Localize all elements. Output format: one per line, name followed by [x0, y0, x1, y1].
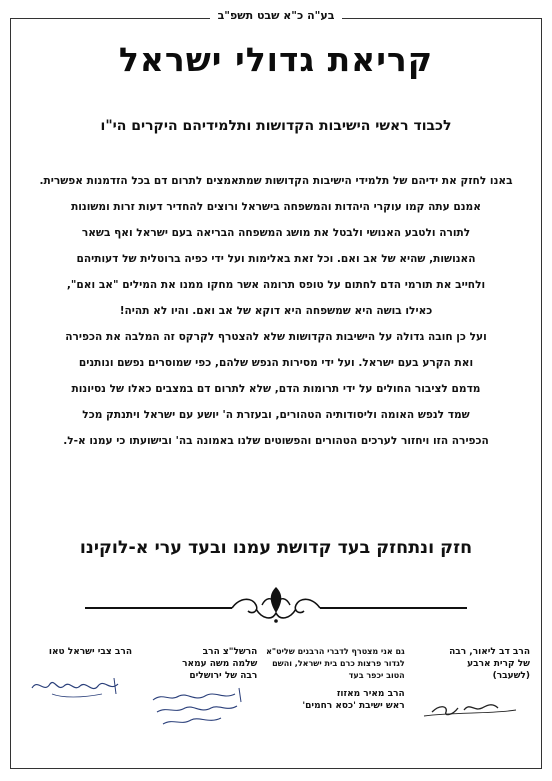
- signature-rav-lior: [412, 646, 530, 746]
- body-line: מדמם לציבור החולים על ידי תרומות הדם, שלא לתרום דם במצבים כאלו של נסיונות: [71, 383, 481, 395]
- salutation: לכבוד ראשי הישיבות הקדושות ותלמידיהם היקרים הי"ו: [100, 118, 452, 134]
- signer-title: שלמה משה עמאר: [182, 659, 258, 669]
- body-line: שמד לנפש האומה וליסודותיה הטהורים, ובעזרת ה' יושע עם ישראל ויתנתק מכל: [82, 409, 470, 421]
- signer-title: הרב צבי ישראל טאו: [48, 647, 133, 657]
- signer-note: לגדור פרצות כרם בית ישראל, והשם: [272, 659, 405, 668]
- signature-block: [22, 646, 530, 746]
- body-line: ולחייב את תורמי הדם לחתום על טופס תרומה אשר מחקו ממנו את המילים "אב ואם",: [66, 279, 486, 291]
- handwritten-signature-icon: [139, 652, 257, 732]
- signer-title: רבה של ירושלים: [189, 671, 258, 681]
- body-line: אמנם עתה קמו עוקרי היהדות והמשפחה בישראל ורוצים להחדיר דעות זרות ומשונות: [71, 201, 481, 213]
- signer-title: הרב דב ליאור, רבה: [449, 647, 530, 657]
- signer-title: (לשעבר): [492, 671, 530, 681]
- body-line: ועל כן חובה גדולה על הישיבות הקדושות שלא להצטרף לקרקס זה המלבה את הכפירה: [65, 331, 487, 343]
- flourish-divider-icon: [0, 583, 552, 627]
- handwritten-signature-icon: [22, 664, 132, 724]
- signer-title: הרשל"צ הרב: [202, 647, 258, 657]
- signer-title: של קרית ארבע: [467, 659, 530, 669]
- body-line: לתורה ולטבע האנושי ולבטל את מושג המשפחה הבריאה בעם ישראל ואף בשאר: [81, 227, 471, 239]
- body-line: האנושות, שהיא של אב ואם. וכל זאת באלימות ועל ידי כפיה ברוטלית של דעותיהם: [76, 253, 476, 265]
- signature-rav-amar: [139, 646, 257, 746]
- closing-line: חזק ונתחזק בעד קדושת עמנו ובעד ערי א-לוקינו: [79, 538, 473, 558]
- body-line: כאילו בושה היא שמשפחה היא דוקא של אב ואם. והיו לא תהיה!: [119, 305, 433, 317]
- signature-rav-tau: [22, 646, 132, 746]
- body-line: באנו לחזק את ידיהם של תלמידי הישיבות הקדושות שמתאמצים לתרום דם בכל הזדמנות אפשרית.: [39, 175, 513, 187]
- signer-title: ראש ישיבת 'כסא רחמים': [302, 701, 405, 711]
- body-line: הכפירה הזו ויחזור לערכים הטהורים והפשוטים שלנו באמונה בה' ובישועתו כי עמנו א-ל.: [63, 435, 489, 447]
- hebrew-date: [0, 9, 552, 22]
- signer-note: גם אני מצטרף לדברי הרבנים שליט"א: [266, 647, 405, 656]
- date-text: בע"ה כ"א שבט תשפ"ב: [210, 9, 343, 22]
- signer-note: הטוב יכפר בעד: [348, 671, 405, 680]
- page-title: קריאת גדולי ישראל: [118, 40, 434, 79]
- letter-body: [30, 168, 522, 454]
- signer-title: הרב מאיר מאזוז: [336, 689, 405, 699]
- signature-rav-mazuz: [265, 646, 405, 746]
- body-line: ואת הקרע בעם ישראל. ועל ידי מסירות הנפש שלהם, כפי שמוסרים נפשם ונותנים: [78, 357, 474, 369]
- handwritten-signature-icon: [412, 646, 530, 726]
